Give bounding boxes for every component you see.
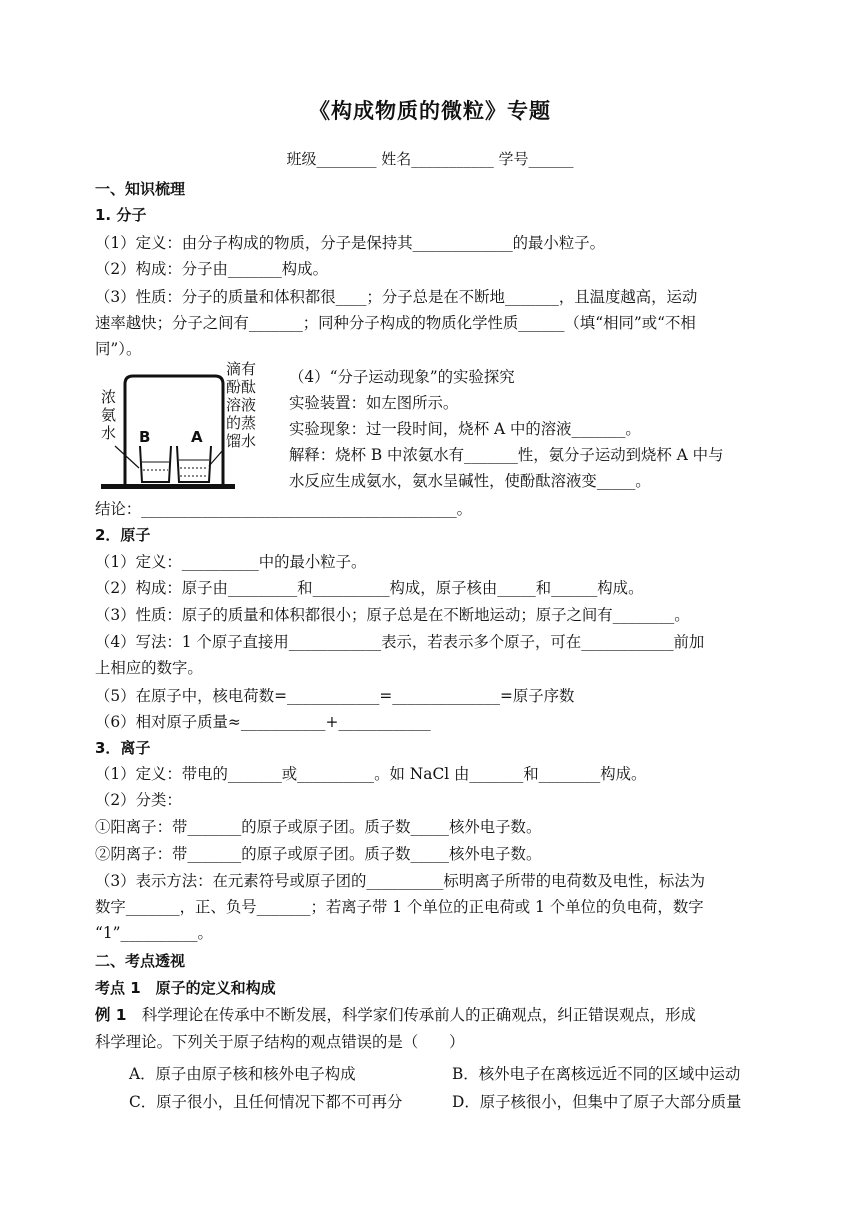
experiment-explanation-line1: 解释：烧杯 B 中浓氨水有_______性，氨分子运动到烧杯 A 中与	[289, 446, 724, 464]
experiment-phenomenon: 实验现象：过一段时间，烧杯 A 中的溶液_______。	[289, 420, 641, 438]
option-d: D．原子核很小，但集中了原子大部分质量	[452, 1093, 742, 1111]
atom-definition: （1）定义：__________中的最小粒子。	[95, 553, 367, 571]
molecule-property-line3: 同”）。	[95, 340, 142, 358]
label-line: 溶液	[226, 396, 257, 414]
molecule-property-line2: 速率越快；分子之间有_______；同种分子构成的物质化学性质______（填“相同”或“不相	[95, 314, 696, 332]
label-char: 氨	[101, 406, 117, 424]
ion-anion: ②阴离子：带_______的原子或原子团。质子数_____核外电子数。	[95, 845, 542, 863]
beaker-a-label: A	[191, 428, 203, 446]
experiment-title: （4）“分子运动现象”的实验探究	[289, 368, 515, 386]
example-1-line2: 科学理论。下列关于原子结构的观点错误的是（ ）	[95, 1033, 465, 1051]
label-line: 的蒸	[226, 414, 257, 432]
section-heading-exam-points: 二、考点透视	[95, 952, 186, 970]
example-text: 科学理论在传承中不断发展，科学家们传承前人的正确观点，纠正错误观点，形成	[126, 1006, 696, 1024]
atom-notation-line2: 上相应的数字。	[95, 659, 203, 677]
example-label: 例 1	[95, 1006, 127, 1024]
molecule-property-line1: （3）性质：分子的质量和体积都很____；分子总是在不断地_______，且温度越高，运动	[95, 288, 698, 306]
experiment-figure	[95, 358, 275, 498]
experiment-setup: 实验装置：如左图所示。	[289, 394, 459, 412]
label-line: 滴有	[226, 360, 257, 378]
molecule-composition: （2）构成：分子由_______构成。	[95, 260, 328, 278]
atom-nuclear-charge: （5）在原子中，核电荷数=____________=______________=原子序数	[95, 687, 575, 705]
page-title: 《构成物质的微粒》专题	[309, 99, 551, 123]
label-phenolphthalein-water	[226, 360, 266, 450]
option-a: A．原子由原子核和核外电子构成	[129, 1065, 356, 1083]
ion-classification: （2）分类：	[95, 791, 182, 809]
ion-notation-line2: 数字_______，正、负号_______；若离子带 1 个单位的正电荷或 1 个单位的负电荷，数字	[95, 898, 704, 916]
ion-cation: ①阳离子：带_______的原子或原子团。质子数_____核外电子数。	[95, 818, 542, 836]
molecule-definition: （1）定义：由分子构成的物质，分子是保持其_____________的最小粒子。	[95, 234, 605, 252]
label-char: 水	[101, 424, 117, 442]
example-1-line1	[95, 1003, 785, 1027]
atom-composition: （2）构成：原子由_________和__________构成，原子核由_____和______构成。	[95, 579, 644, 597]
subsection-molecule: 1. 分子	[95, 206, 147, 224]
student-info-line: 班级________ 姓名___________ 学号______	[286, 150, 574, 168]
beaker-b-label: B	[139, 428, 151, 446]
label-line: 馏水	[226, 432, 257, 450]
subsection-ion: 3．离子	[95, 739, 151, 757]
option-b: B．核外电子在离核远近不同的区域中运动	[452, 1065, 741, 1083]
atom-notation-line1: （4）写法：1 个原子直接用____________表示，若表示多个原子，可在____________前加	[95, 633, 705, 651]
label-concentrated-ammonia	[101, 388, 121, 442]
atom-property: （3）性质：原子的质量和体积都很小；原子总是在不断地运动；原子之间有________。	[95, 606, 690, 624]
section-heading-knowledge: 一、知识梳理	[95, 180, 186, 198]
ion-definition: （1）定义：带电的_______或__________。如 NaCl 由_______和________构成。	[95, 765, 647, 783]
ion-notation-line1: （3）表示方法：在元素符号或原子团的__________标明离子所带的电荷数及电性，标法为	[95, 872, 706, 890]
exam-point-1: 考点 1 原子的定义和构成	[95, 979, 276, 997]
ion-notation-line3: “1”__________。	[95, 924, 213, 942]
label-char: 浓	[101, 388, 117, 406]
subsection-atom: 2．原子	[95, 526, 151, 544]
atom-relative-mass: （6）相对原子质量≈___________+____________	[95, 713, 431, 731]
label-line: 酚酞	[226, 378, 257, 396]
option-c: C．原子很小，且任何情况下都不可再分	[129, 1093, 403, 1111]
experiment-explanation-line2: 水反应生成氨水，氨水呈碱性，使酚酞溶液变_____。	[289, 472, 651, 490]
experiment-conclusion: 结论：_________________________________________。	[95, 500, 473, 518]
